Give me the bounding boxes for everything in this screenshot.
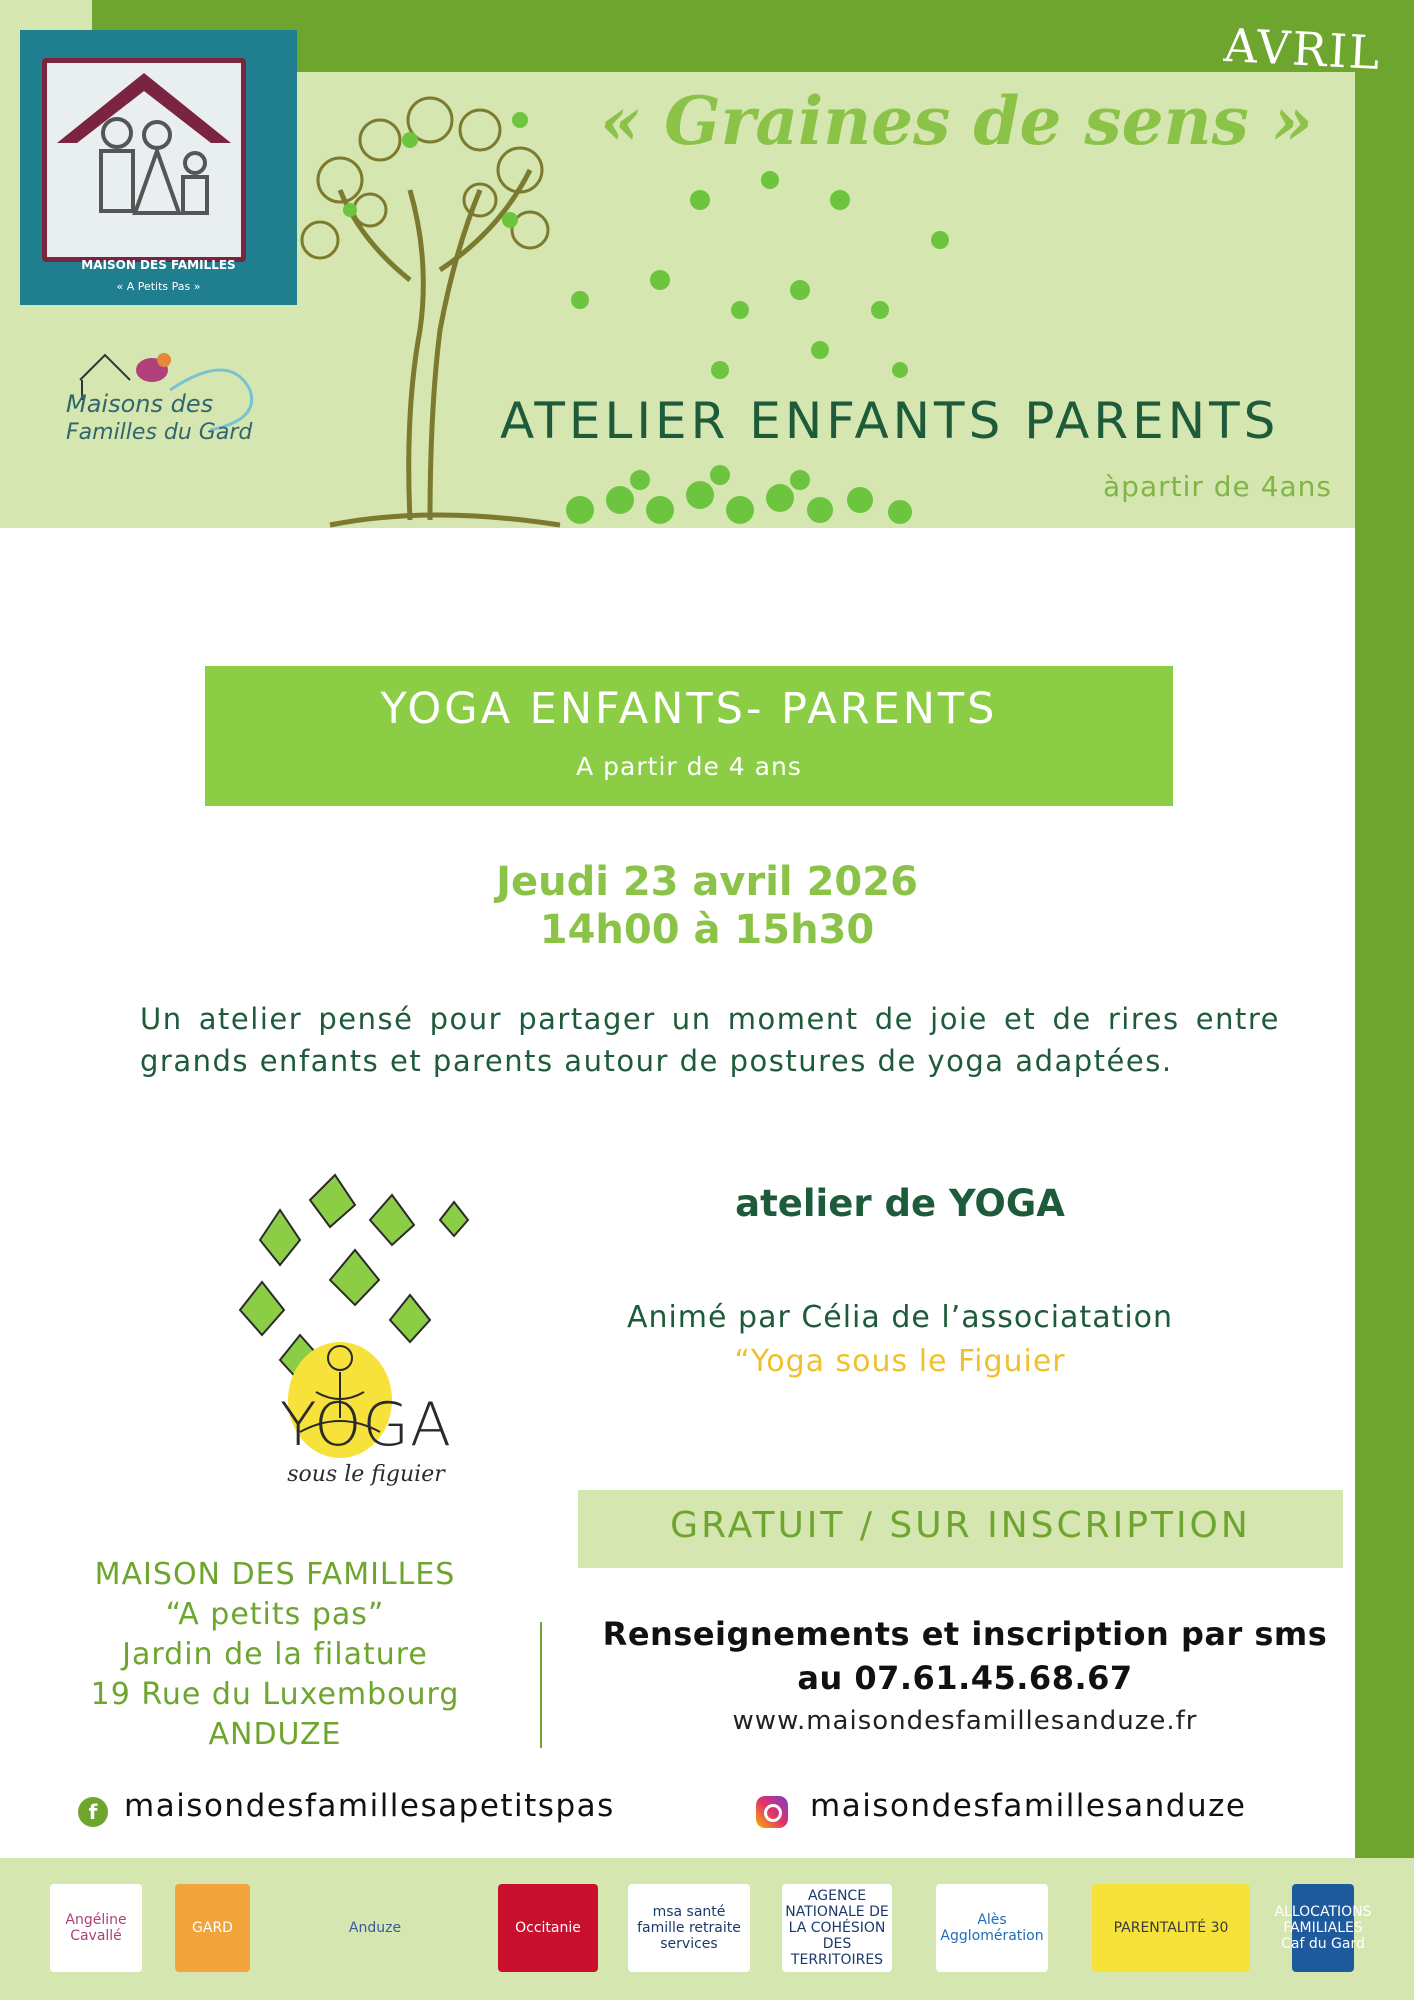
page-title: « Graines de sens » (600, 82, 1313, 160)
partner-logo: Anduze (295, 1884, 455, 1972)
house-icon (42, 58, 246, 262)
partner-logo: PARENTALITÉ 30 (1092, 1884, 1250, 1972)
instagram-icon[interactable] (756, 1796, 788, 1828)
partner-logo: Occitanie (498, 1884, 598, 1972)
address-line: 19 Rue du Luxembourg (90, 1677, 460, 1712)
registration-info (580, 1612, 1350, 1700)
gard-logo-line2: Familles du Gard (66, 420, 253, 445)
partner-logo: ALLOCATIONS FAMILIALES Caf du Gard (1292, 1884, 1354, 1972)
header-age: àpartir de 4ans (1103, 470, 1332, 503)
address-line: Jardin de la filature (122, 1637, 428, 1672)
partner-logo: AGENCE NATIONALE DE LA COHÉSION DES TERRITOIRES (782, 1884, 892, 1972)
month-label: AVRIL (1223, 17, 1384, 81)
price-label: GRATUIT / SUR INSCRIPTION (670, 1505, 1251, 1546)
yoga-logo-subtitle: sous le figuier (287, 1462, 445, 1487)
registration-line1: Renseignements et inscription par sms (602, 1615, 1328, 1653)
website-link[interactable]: www.maisondesfamillesanduze.fr (732, 1706, 1198, 1736)
partner-logo: Angéline Cavallé (50, 1884, 142, 1972)
event-title: YOGA ENFANTS- PARENTS (380, 684, 998, 734)
address-block (50, 1555, 500, 1755)
partner-logo: GARD (175, 1884, 250, 1972)
animated-by: Animé par Célia de l’associatation (626, 1300, 1174, 1335)
registration-phone: au 07.61.45.68.67 (797, 1659, 1133, 1697)
instagram-handle[interactable]: maisondesfamillesanduze (810, 1788, 1247, 1824)
gard-logo-line1: Maisons des (66, 390, 214, 418)
vertical-divider (540, 1622, 542, 1748)
facebook-handle[interactable]: maisondesfamillesapetitspas (124, 1788, 615, 1824)
event-datetime (0, 858, 1414, 954)
yoga-logo-word: YOGA (279, 1390, 453, 1460)
address-line: “A petits pas” (165, 1597, 385, 1632)
event-age: A partir de 4 ans (576, 752, 802, 781)
partner-logo: Alès Agglomération (936, 1884, 1048, 1972)
event-date: Jeudi 23 avril 2026 (496, 859, 918, 905)
maison-logo-tagline: « A Petits Pas » (116, 280, 201, 293)
association-name: “Yoga sous le Figuier (734, 1344, 1066, 1379)
page-subtitle: ATELIER ENFANTS PARENTS (500, 392, 1280, 450)
atelier-heading: atelier de YOGA (735, 1182, 1065, 1225)
maison-logo-name: MAISON DES FAMILLES (81, 258, 236, 272)
facebook-icon[interactable]: f (78, 1797, 108, 1827)
partner-logo: msa santé famille retraite services (628, 1884, 750, 1972)
event-description: Un atelier pensé pour partager un moment de joie et de rires entre grands enfants et parents autour de postures de yoga adaptées. (140, 1002, 1280, 1078)
event-time: 14h00 à 15h30 (539, 907, 875, 953)
address-line: ANDUZE (208, 1717, 342, 1752)
address-line: MAISON DES FAMILLES (94, 1557, 456, 1592)
